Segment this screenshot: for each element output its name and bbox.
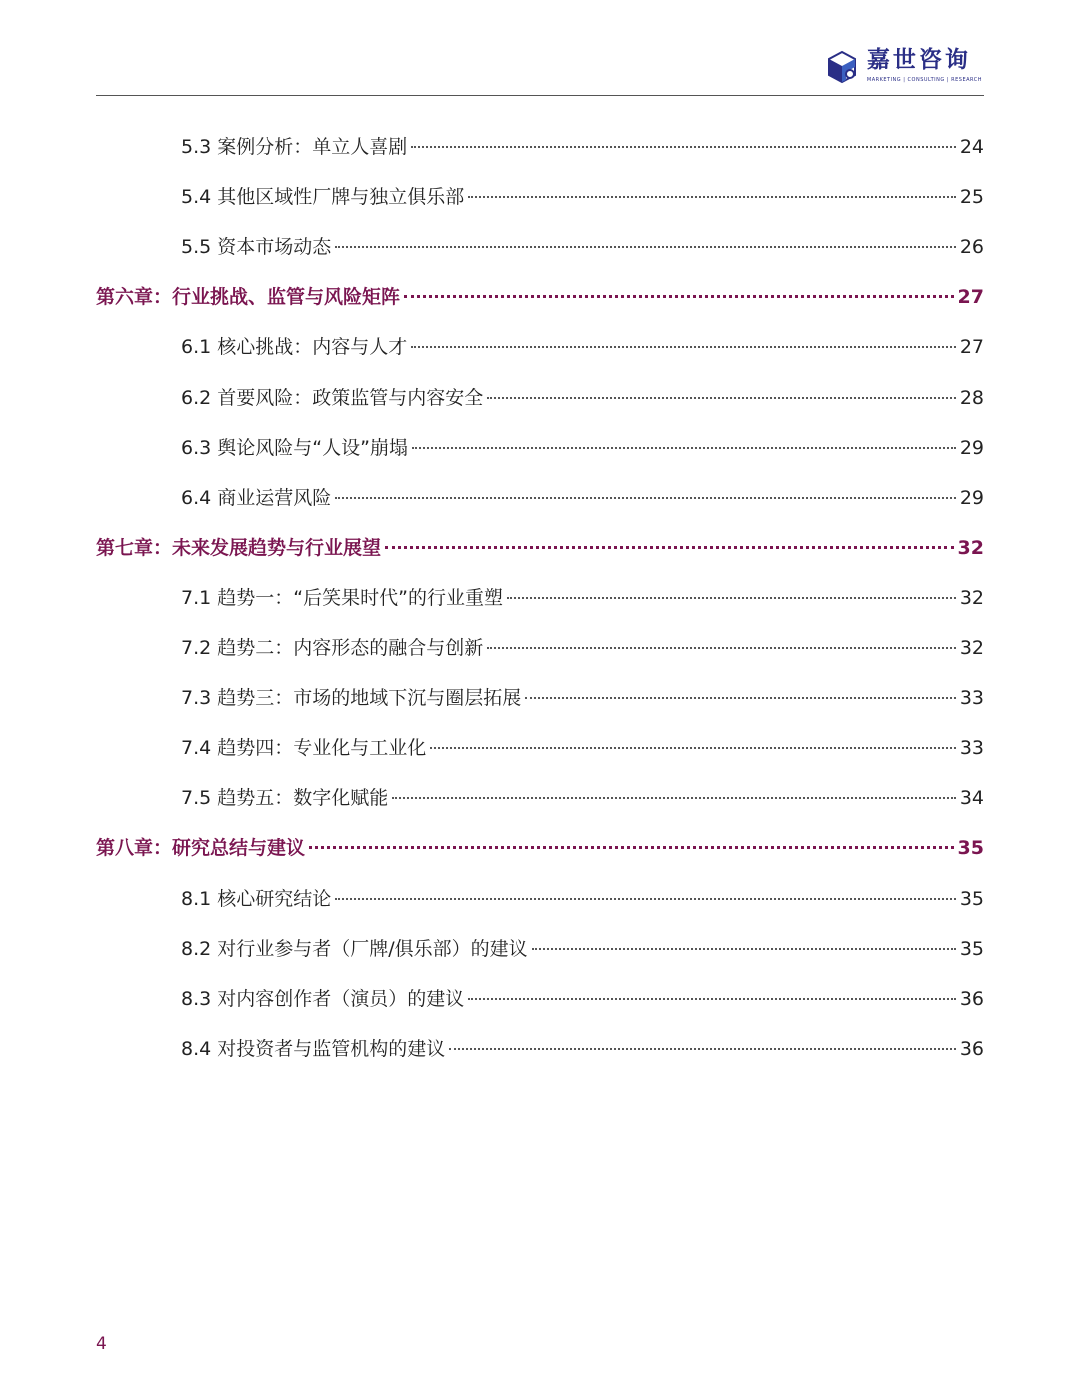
toc-entry-title: 6.1 核心挑战：内容与人才	[181, 336, 408, 358]
toc-entry-page: 25	[959, 186, 984, 208]
toc-entry-title: 6.4 商业运营风险	[181, 487, 332, 509]
toc-entry-page: 36	[959, 988, 984, 1010]
toc-section-entry[interactable]	[181, 1024, 984, 1074]
toc-section-entry[interactable]	[181, 623, 984, 673]
toc-dot-leader	[487, 397, 956, 399]
toc-dot-leader	[507, 597, 956, 599]
toc-chapter-entry[interactable]	[96, 823, 984, 873]
toc-entry-title: 第八章：研究总结与建议	[96, 837, 306, 859]
toc-section-entry[interactable]	[181, 473, 984, 523]
toc-dot-leader	[449, 1048, 956, 1050]
toc-section-entry[interactable]	[181, 423, 984, 473]
toc-section-entry[interactable]	[181, 373, 984, 423]
toc-entry-page: 24	[959, 136, 984, 158]
toc-entry-page: 36	[959, 1038, 984, 1060]
toc-entry-page: 32	[959, 587, 984, 609]
toc-entry-title: 7.4 趋势四：专业化与工业化	[181, 737, 427, 759]
toc-section-entry[interactable]	[181, 222, 984, 272]
toc-section-entry[interactable]	[181, 924, 984, 974]
toc-entry-page: 26	[959, 236, 984, 258]
toc-entry-title: 7.3 趋势三：市场的地域下沉与圈层拓展	[181, 687, 522, 709]
toc-dot-leader	[468, 196, 956, 198]
toc-dot-leader	[525, 697, 956, 699]
toc-entry-page: 35	[959, 888, 984, 910]
toc-entry-title: 第七章：未来发展趋势与行业展望	[96, 537, 382, 559]
brand-logo	[825, 46, 982, 90]
toc-section-entry[interactable]	[181, 573, 984, 623]
toc-dot-leader	[411, 146, 956, 148]
toc-entry-title: 第六章：行业挑战、监管与风险矩阵	[96, 286, 401, 308]
toc-dot-leader	[411, 346, 956, 348]
toc-entry-title: 5.4 其他区域性厂牌与独立俱乐部	[181, 186, 465, 208]
brand-name: 嘉世咨询	[866, 47, 971, 73]
toc-dot-leader	[487, 647, 956, 649]
toc-entry-title: 7.1 趋势一：“后笑果时代”的行业重塑	[181, 587, 503, 609]
toc-entry-title: 7.2 趋势二：内容形态的融合与创新	[181, 637, 484, 659]
toc-entry-page: 27	[957, 286, 984, 308]
toc-dot-leader	[385, 546, 954, 549]
toc-entry-page: 29	[959, 487, 984, 509]
toc-entry-page: 28	[959, 387, 984, 409]
toc-dot-leader	[430, 747, 956, 749]
toc-section-entry[interactable]	[181, 974, 984, 1024]
toc-entry-title: 8.3 对内容创作者（演员）的建议	[181, 988, 465, 1010]
toc-chapter-entry[interactable]	[96, 272, 984, 322]
header-divider	[96, 95, 984, 96]
toc-dot-leader	[392, 797, 956, 799]
toc-section-entry[interactable]	[181, 122, 984, 172]
toc-entry-title: 8.2 对行业参与者（厂牌/俱乐部）的建议	[181, 938, 528, 960]
toc-dot-leader	[532, 948, 956, 950]
toc-entry-page: 32	[959, 637, 984, 659]
toc-entry-page: 33	[959, 737, 984, 759]
toc-section-entry[interactable]	[181, 322, 984, 372]
toc-dot-leader	[335, 497, 956, 499]
toc-entry-title: 5.5 资本市场动态	[181, 236, 332, 258]
brand-tagline: MARKETING | CONSULTING | RESEARCH	[866, 77, 982, 83]
page-header	[0, 0, 1080, 100]
toc-chapter-entry[interactable]	[96, 523, 984, 573]
toc-entry-title: 5.3 案例分析：单立人喜剧	[181, 136, 408, 158]
toc-entry-page: 34	[959, 787, 984, 809]
cube-logo-icon	[825, 50, 859, 84]
toc-dot-leader	[412, 447, 956, 449]
toc-entry-title: 8.4 对投资者与监管机构的建议	[181, 1038, 446, 1060]
toc-entry-title: 7.5 趋势五：数字化赋能	[181, 787, 389, 809]
toc-entry-page: 35	[957, 837, 984, 859]
page-number: 4	[96, 1334, 107, 1354]
toc-entry-title: 8.1 核心研究结论	[181, 888, 332, 910]
toc-dot-leader	[309, 846, 954, 849]
toc-entry-page: 33	[959, 687, 984, 709]
toc-dot-leader	[335, 898, 956, 900]
toc-dot-leader	[335, 246, 956, 248]
toc-entry-page: 32	[957, 537, 984, 559]
toc-entry-page: 35	[959, 938, 984, 960]
toc-entry-page: 27	[959, 336, 984, 358]
toc-entry-title: 6.3 舆论风险与“人设”崩塌	[181, 437, 408, 459]
toc-section-entry[interactable]	[181, 773, 984, 823]
toc-entry-title: 6.2 首要风险：政策监管与内容安全	[181, 387, 484, 409]
toc-dot-leader	[404, 295, 954, 298]
toc-section-entry[interactable]	[181, 673, 984, 723]
toc-section-entry[interactable]	[181, 172, 984, 222]
toc-section-entry[interactable]	[181, 874, 984, 924]
toc-dot-leader	[468, 998, 956, 1000]
toc-entry-page: 29	[959, 437, 984, 459]
toc-section-entry[interactable]	[181, 723, 984, 773]
